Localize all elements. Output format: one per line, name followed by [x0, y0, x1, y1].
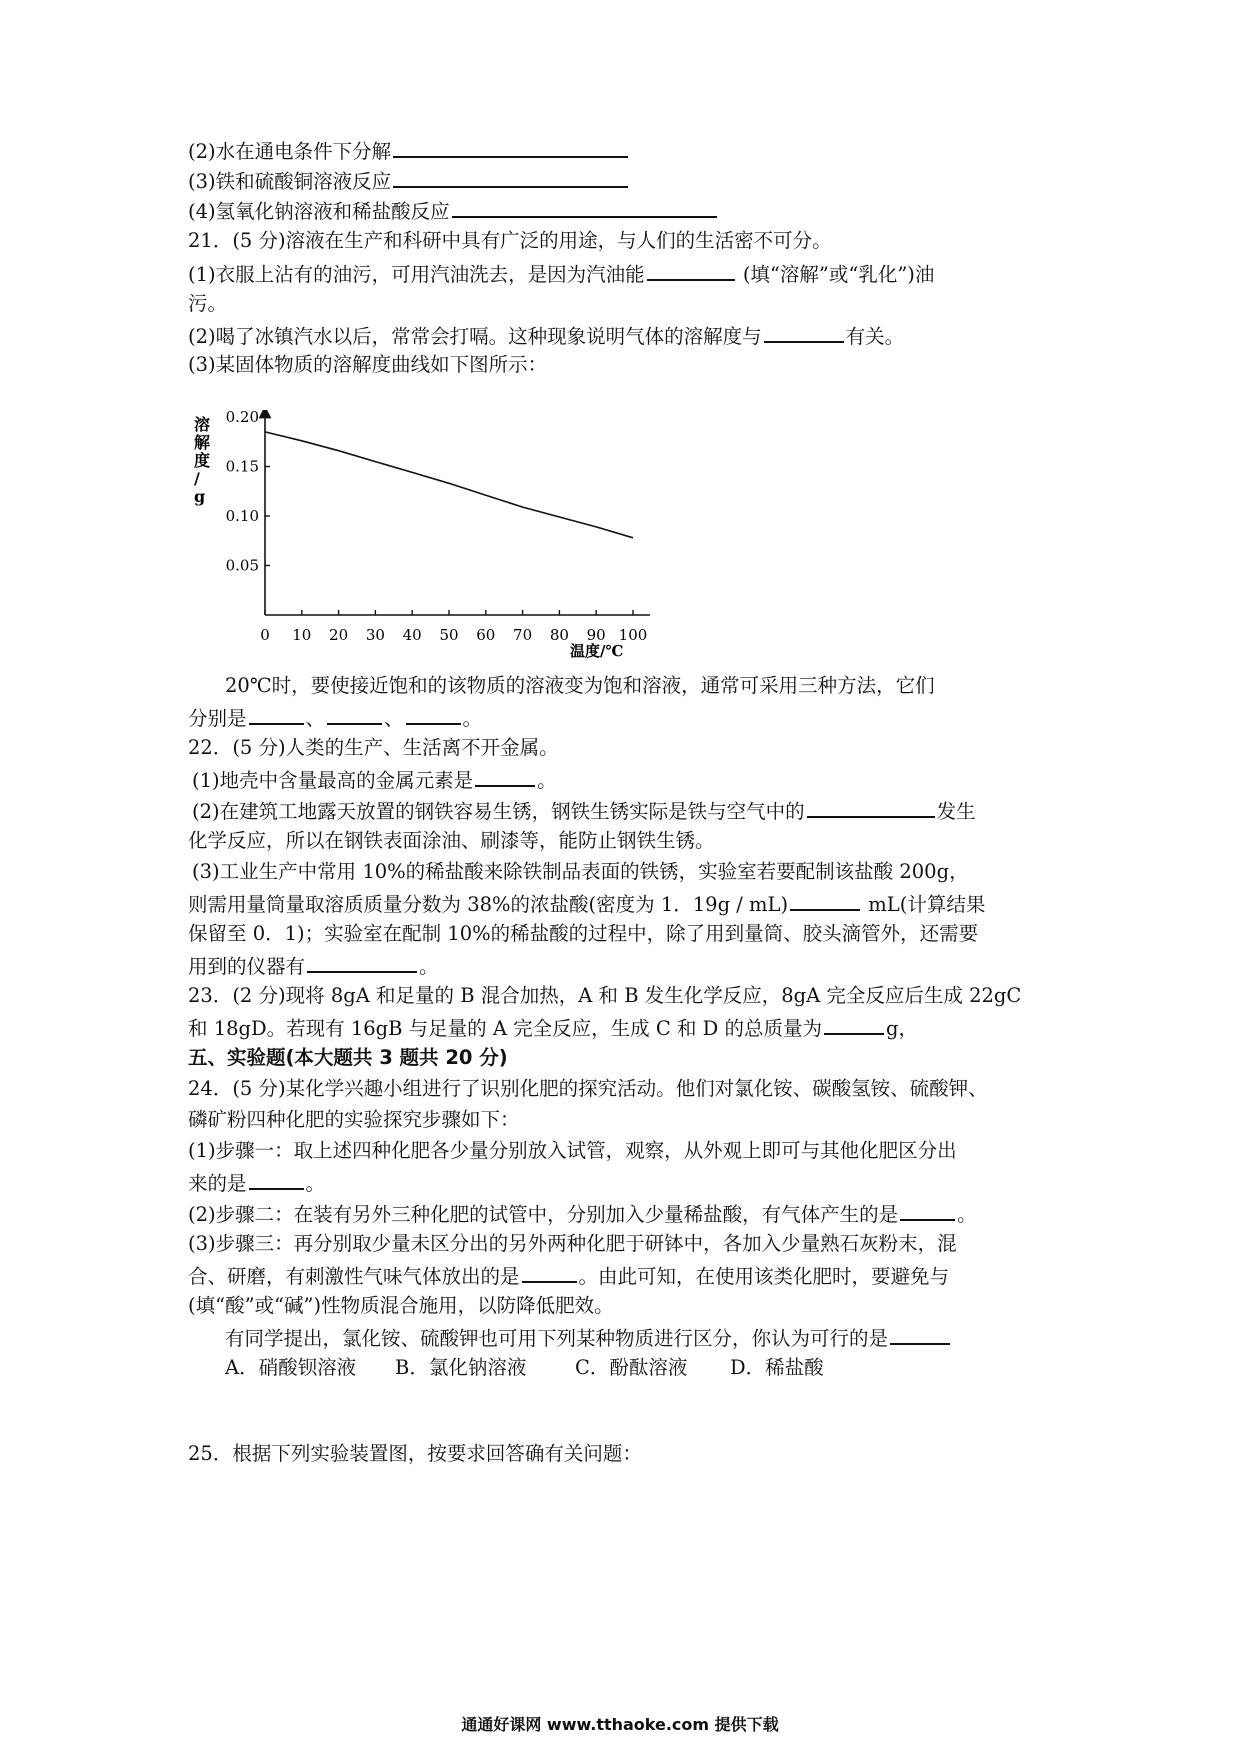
- q21-3b: 20℃时，要使接近饱和的该物质的溶液变为饱和溶液，通常可采用三种方法，它们: [225, 674, 935, 697]
- y-axis-label-char: g: [194, 487, 206, 506]
- option-c[interactable]: C．酚酞溶液: [575, 1356, 688, 1379]
- answer-blank[interactable]: [824, 1013, 884, 1035]
- option-a[interactable]: A．硝酸钡溶液: [225, 1356, 357, 1379]
- q23a: 23．(2 分)现将 8gA 和足量的 B 混合加热，A 和 B 发生化学反应，8gA 完全反应后生成 22gC: [188, 984, 1022, 1007]
- answer-blank[interactable]: [249, 703, 304, 725]
- option-d[interactable]: D．稀盐酸: [730, 1356, 824, 1379]
- x-tick-label: 90: [586, 626, 606, 644]
- q22-1: (1)地壳中含量最高的金属元素是 。: [192, 765, 557, 795]
- answer-blank[interactable]: [807, 796, 935, 818]
- q22-2c: 化学反应，所以在钢铁表面涂油、刷漆等，能防止钢铁生锈。: [188, 829, 715, 852]
- q21-1c: 污。: [188, 292, 228, 315]
- option-b[interactable]: B．氯化钠溶液: [395, 1356, 527, 1379]
- answer-blank[interactable]: [307, 951, 417, 973]
- x-tick-label: 60: [476, 626, 496, 644]
- answer-blank[interactable]: [249, 1168, 304, 1190]
- y-tick-label: 0.20: [225, 410, 259, 426]
- x-tick-label: 30: [365, 626, 385, 644]
- y-axis-label-char: 溶: [194, 415, 211, 434]
- x-tick-label: 10: [292, 626, 312, 644]
- q24-1a: (1)步骤一：取上述四种化肥各少量分别放入试管，观察，从外观上即可与其他化肥区分出: [188, 1139, 957, 1162]
- x-tick-label: 20: [329, 626, 349, 644]
- q24a: 24．(5 分)某化学兴趣小组进行了识别化肥的探究活动。他们对氯化铵、碳酸氢铵、硫酸钾、: [188, 1077, 988, 1100]
- x-tick-label: 70: [513, 626, 533, 644]
- q24-3b: 合、研磨，有刺激性气味气体放出的是 。由此可知，在使用该类化肥时，要避免与: [188, 1261, 949, 1291]
- q24b: 磷矿粉四种化肥的实验探究步骤如下：: [188, 1108, 520, 1131]
- y-axis-label-char: /: [194, 469, 200, 488]
- answer-blank[interactable]: [393, 136, 628, 158]
- solubility-curve: [265, 432, 633, 538]
- section-five-title: 五、实验题(本大题共 3 题共 20 分): [188, 1046, 508, 1069]
- q20-3: (3)铁和硫酸铜溶液反应: [188, 166, 630, 196]
- answer-blank[interactable]: [406, 703, 461, 725]
- x-tick-label: 80: [549, 626, 569, 644]
- y-tick-label: 0.10: [225, 507, 259, 525]
- q24-options: [225, 1354, 824, 1382]
- q22-3d: 用到的仪器有 。: [188, 951, 439, 981]
- q24-1b: 来的是 。: [188, 1168, 325, 1198]
- answer-blank[interactable]: [393, 166, 628, 188]
- q22-3c: 保留至 0．1)；实验室在配制 10%的稀盐酸的过程中，除了用到量筒、胶头滴管外，还需要: [188, 922, 979, 945]
- q21-title: 21．(5 分)溶液在生产和科研中具有广泛的用途，与人们的生活密不可分。: [188, 229, 832, 252]
- q24-2: (2)步骤二：在装有另外三种化肥的试管中，分别加入少量稀盐酸，有气体产生的是 。: [188, 1199, 977, 1229]
- x-axis-label: 温度/℃: [570, 642, 624, 660]
- answer-blank[interactable]: [475, 765, 535, 787]
- q22-2: (2)在建筑工地露天放置的钢铁容易生锈，钢铁生锈实际是铁与空气中的 发生: [192, 796, 976, 826]
- x-tick-label: 0: [260, 626, 270, 644]
- y-axis-label-char: 度: [194, 451, 211, 470]
- x-tick-label: 100: [618, 626, 648, 644]
- solubility-chart: [190, 410, 730, 665]
- y-axis-label: [194, 415, 211, 506]
- q24-3c: (填“酸”或“碱”)性物质混合施用，以防降低肥效。: [188, 1294, 614, 1317]
- q25: 25．根据下列实验装置图，按要求回答确有关问题：: [188, 1442, 642, 1465]
- q20-4: (4)氢氧化钠溶液和稀盐酸反应: [188, 196, 719, 226]
- q21-3: (3)某固体物质的溶解度曲线如下图所示：: [188, 353, 548, 376]
- answer-blank[interactable]: [647, 259, 735, 281]
- q21-1: (1)衣服上沾有的油污，可用汽油洗去，是因为汽油能 (填“溶解”或“乳化”)油: [188, 259, 934, 289]
- answer-blank[interactable]: [900, 1199, 955, 1221]
- x-tick-label: 40: [402, 626, 422, 644]
- y-axis-label-char: 解: [194, 433, 211, 452]
- answer-blank[interactable]: [764, 321, 844, 343]
- answer-blank[interactable]: [790, 889, 860, 911]
- q20-2: (2)水在通电条件下分解: [188, 136, 630, 166]
- x-tick-label: 50: [439, 626, 459, 644]
- q22-3a: (3)工业生产中常用 10%的稀盐酸来除铁制品表面的铁锈，实验室若要配制该盐酸 200g，: [192, 860, 969, 883]
- answer-blank[interactable]: [452, 196, 717, 218]
- answer-blank[interactable]: [327, 703, 382, 725]
- answer-blank[interactable]: [890, 1323, 950, 1345]
- y-tick-label: 0.15: [225, 457, 259, 476]
- q24-4: 有同学提出，氯化铵、硫酸钾也可用下列某种物质进行区分，你认为可行的是: [225, 1323, 952, 1353]
- q23b: 和 18gD。若现有 16gB 与足量的 A 完全反应，生成 C 和 D 的总质量为 g，: [188, 1013, 918, 1043]
- q21-2: (2)喝了冰镇汽水以后，常常会打嗝。这种现象说明气体的溶解度与 有关。: [188, 321, 904, 351]
- answer-blank[interactable]: [522, 1261, 577, 1283]
- q22-title: 22．(5 分)人类的生产、生活离不开金属。: [188, 736, 559, 759]
- q24-3a: (3)步骤三：再分别取少量未区分出的另外两种化肥于研钵中，各加入少量熟石灰粉末，混: [188, 1232, 957, 1255]
- q21-3c: 分别是 、 、 。: [188, 703, 482, 733]
- y-tick-label: 0.05: [225, 556, 259, 575]
- footer-source: 通通好课网 www.tthaoke.com 提供下载: [461, 1715, 779, 1734]
- q22-3b: 则需用量筒量取溶质质量分数为 38%的浓盐酸(密度为 1．19g / mL) mL(计算结果: [188, 889, 985, 919]
